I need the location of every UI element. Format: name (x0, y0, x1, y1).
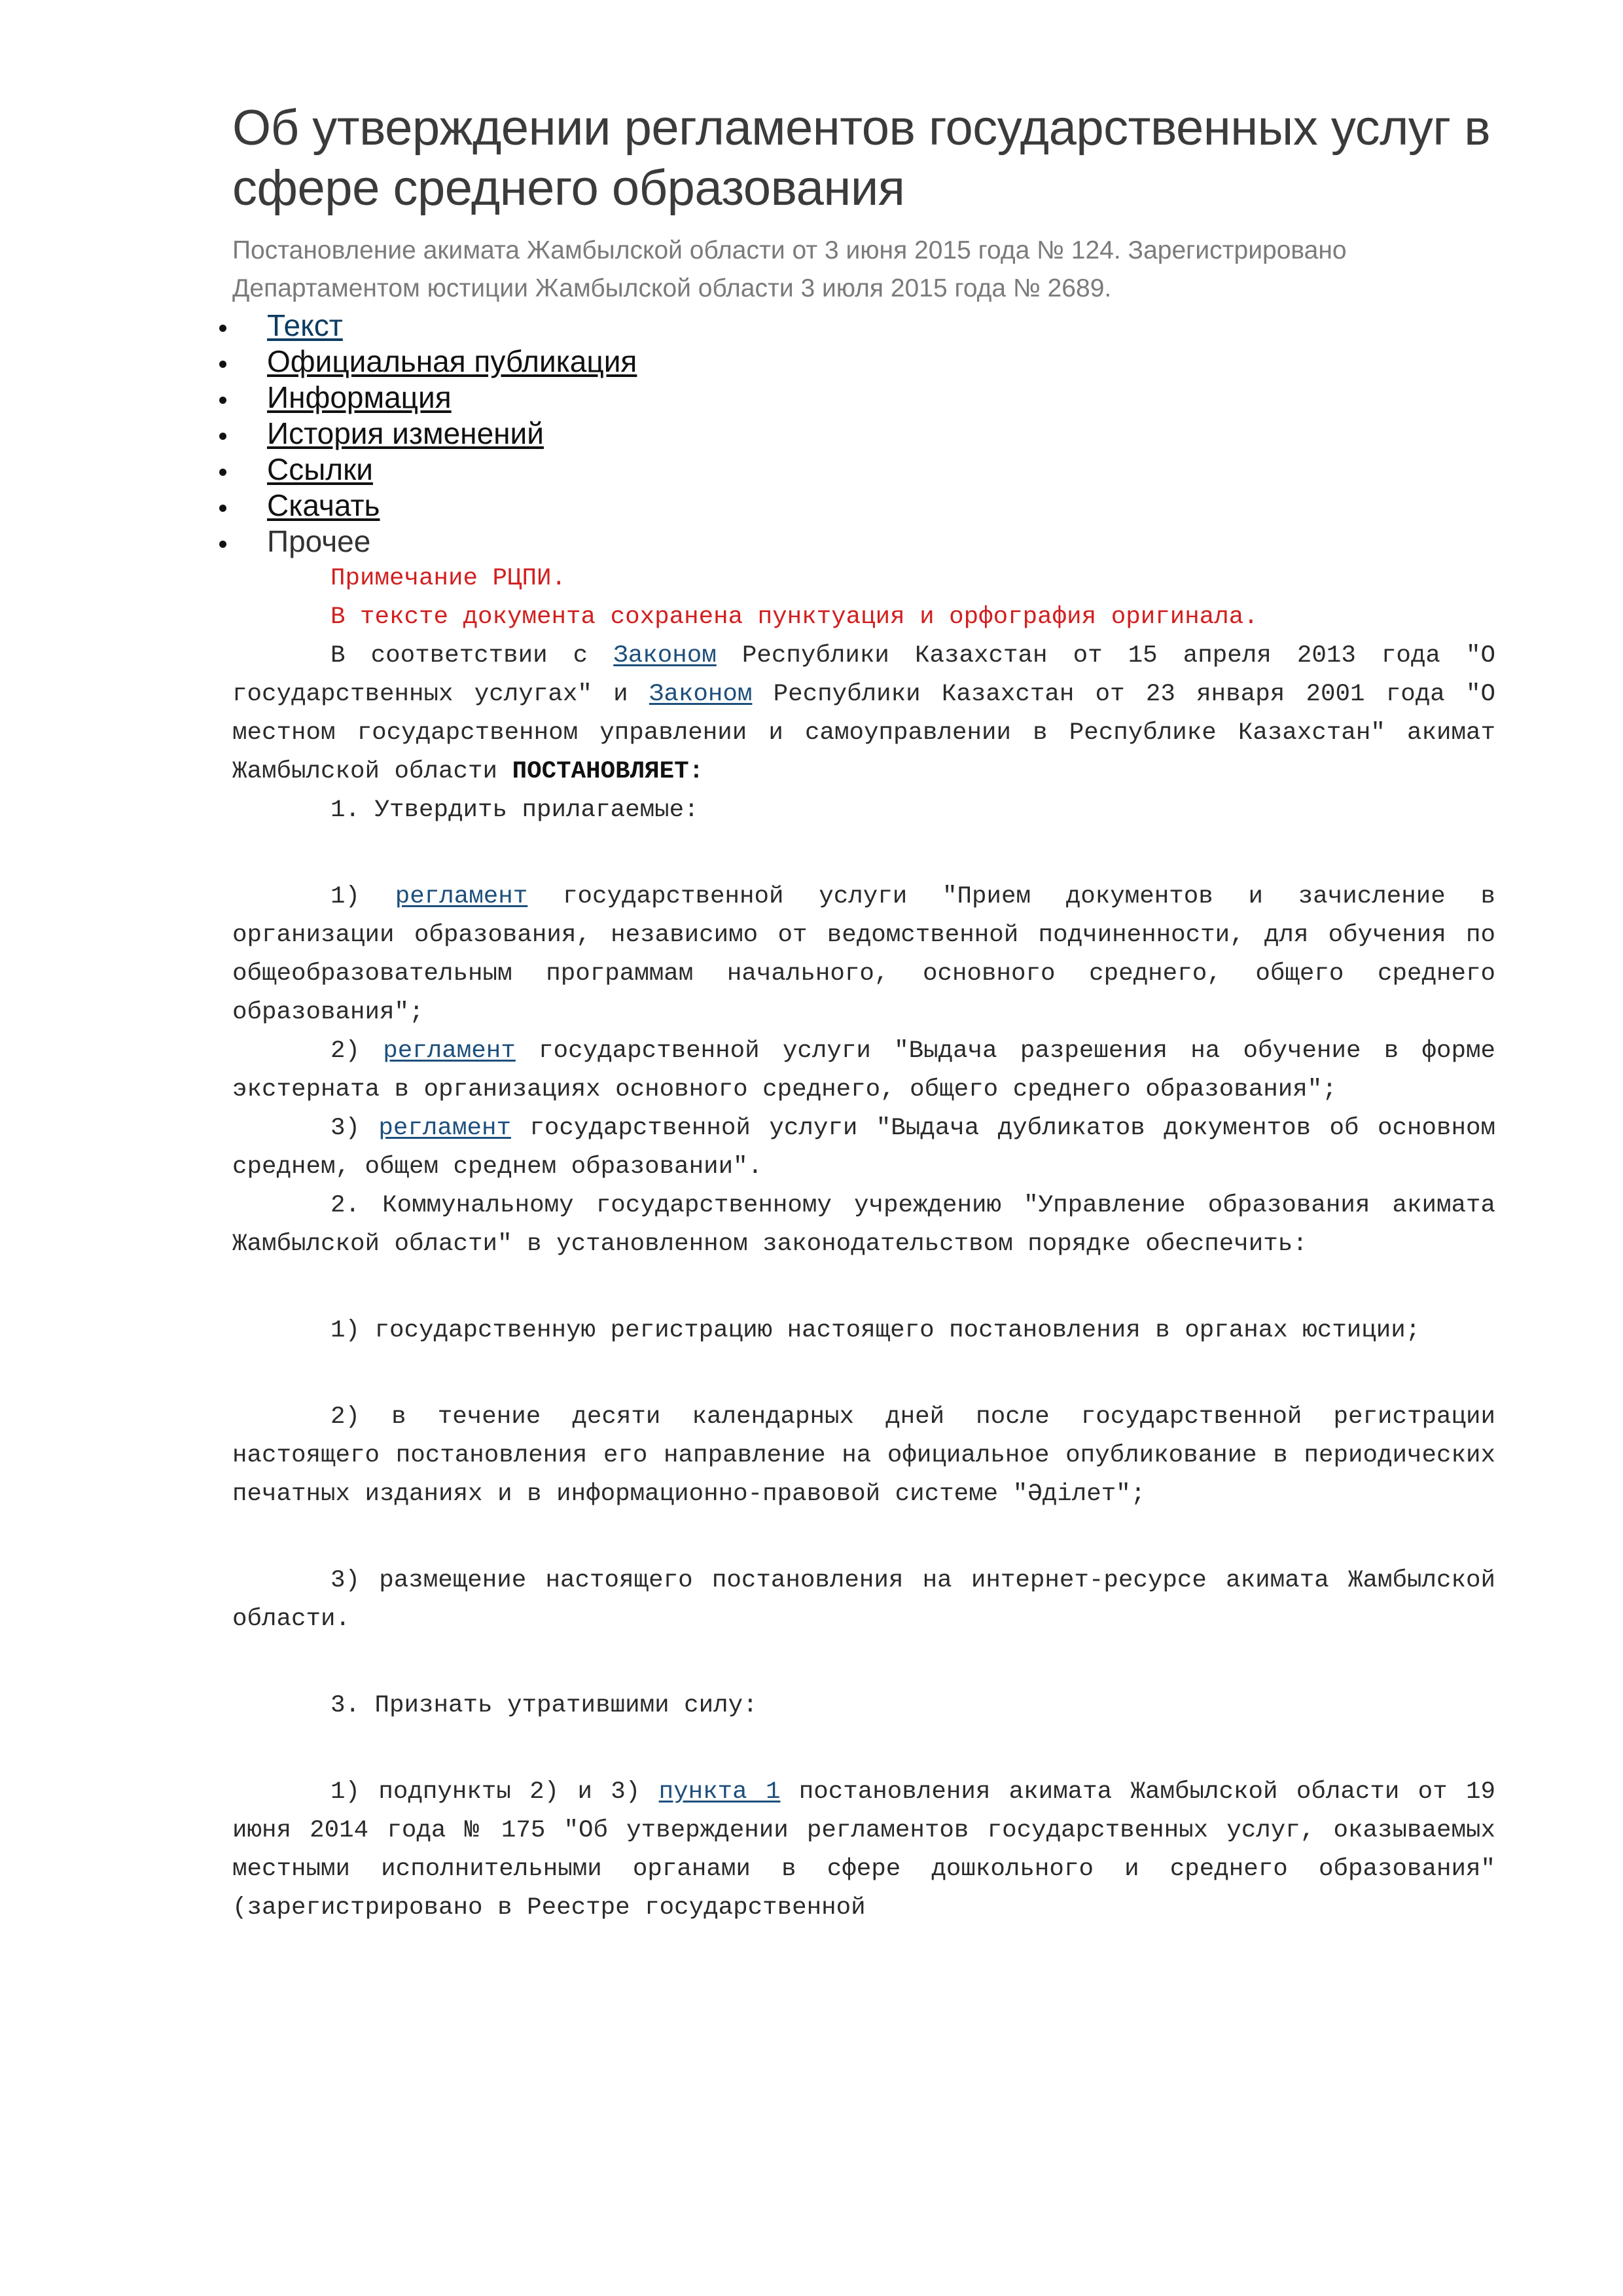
document-body (232, 560, 1495, 1928)
tab-history-link[interactable]: История изменений (267, 416, 544, 450)
tab-information-link[interactable]: Информация (267, 380, 452, 414)
tab-links-link[interactable]: Ссылки (267, 452, 373, 486)
clause-3: 3. Признать утратившими силу: (330, 1692, 758, 1719)
clause-2-item-1: 1) государственную регистрацию настоящего постановления в органах юстиции; (330, 1317, 1421, 1344)
clause-2: 2. Коммунальному государственному учреждению "Управление образования акимата Жамбылской области" в установленном законодательством порядке обеспечить: (232, 1192, 1495, 1258)
tab-official-publication-link[interactable]: Официальная публикация (267, 344, 637, 378)
item-number: 3) (330, 1115, 379, 1142)
preamble-text-a: В соответствии с (330, 642, 614, 670)
clause-3-item-1 (232, 1773, 1495, 1928)
note-title: Примечание РЦПИ. (330, 565, 567, 592)
preamble-paragraph (232, 637, 1495, 791)
item-text: государственной услуги "Выдача разрешения на обучение в форме экстерната в организациях основного среднего, общего среднего образования"; (232, 1037, 1495, 1103)
preamble-text-b: Республики Казахстан от 15 апреля 2013 года "О государственных услугах" и (232, 642, 1495, 708)
preamble-text-c: Республики Казахстан от 23 января 2001 года "О местном государственном управлении и самоуправлении в Республике Казахстан" акимат Жамбылской области (232, 681, 1495, 785)
tab-information[interactable] (232, 380, 1508, 416)
page-title: Об утверждении регламентов государственных услуг в сфере среднего образования (232, 100, 1491, 216)
resolves-keyword: ПОСТАНОВЛЯЕТ: (512, 758, 704, 785)
clause-1: 1. Утвердить прилагаемые: (330, 797, 699, 824)
clause-1-item-2 (232, 1032, 1495, 1109)
note-text: В тексте документа сохранена пунктуация и орфография оригинала. (330, 603, 1258, 631)
document-page (232, 98, 1508, 1928)
tab-download-link[interactable]: Скачать (267, 488, 380, 522)
reglament-link-1[interactable]: регламент (395, 883, 528, 910)
item-text-a: 1) подпункты 2) и 3) (330, 1778, 659, 1806)
paragraph-1-link[interactable]: пункта 1 (658, 1778, 781, 1806)
document-subtitle: Постановление акимата Жамбылской области от 3 июня 2015 года № 124. Зарегистрировано Департаментом юстиции Жамбылской области 3 июля 2015 года № 2689. (232, 236, 1347, 302)
clause-1-item-1 (232, 878, 1495, 1032)
reglament-link-2[interactable]: регламент (383, 1037, 516, 1065)
tab-download[interactable] (232, 488, 1508, 524)
item-text: государственной услуги "Прием документов и зачисление в организации образования, независимо от ведомственной подчиненности, для обучения по общеобразовательным программам начального, основного среднего, общего среднего образования"; (232, 883, 1495, 1026)
tab-text-link[interactable]: Текст (267, 308, 343, 342)
item-number: 1) (330, 883, 395, 910)
tab-other-label[interactable]: Прочее (267, 524, 371, 558)
tab-history[interactable] (232, 416, 1508, 452)
law-link-1[interactable]: Законом (613, 642, 717, 670)
reglament-link-3[interactable]: регламент (378, 1115, 511, 1142)
law-link-2[interactable]: Законом (649, 681, 753, 708)
item-text: государственной услуги "Выдача дубликатов документов об основном среднем, общем среднем образовании". (232, 1115, 1495, 1181)
clause-2-item-2: 2) в течение десяти календарных дней после государственной регистрации настоящего постановления его направление на официальное опубликование в периодических печатных изданиях и в информационно-правовой системе "Әділет"; (232, 1403, 1495, 1508)
item-number: 2) (330, 1037, 383, 1065)
clause-2-item-3: 3) размещение настоящего постановления на интернет-ресурсе акимата Жамбылской области. (232, 1567, 1495, 1633)
clause-1-item-3 (232, 1109, 1495, 1187)
document-tabs (232, 308, 1508, 560)
tab-other[interactable] (232, 524, 1508, 560)
tab-official-publication[interactable] (232, 344, 1508, 380)
tab-links[interactable] (232, 452, 1508, 488)
item-text-b: постановления акимата Жамбылской области от 19 июня 2014 года № 175 "Об утверждении регламентов государственных услуг, оказываемых местными исполнительными органами в сфере дошкольного и среднего образования" (зарегистрировано в Реестре государственной (232, 1778, 1495, 1922)
tab-text[interactable] (232, 308, 1508, 344)
